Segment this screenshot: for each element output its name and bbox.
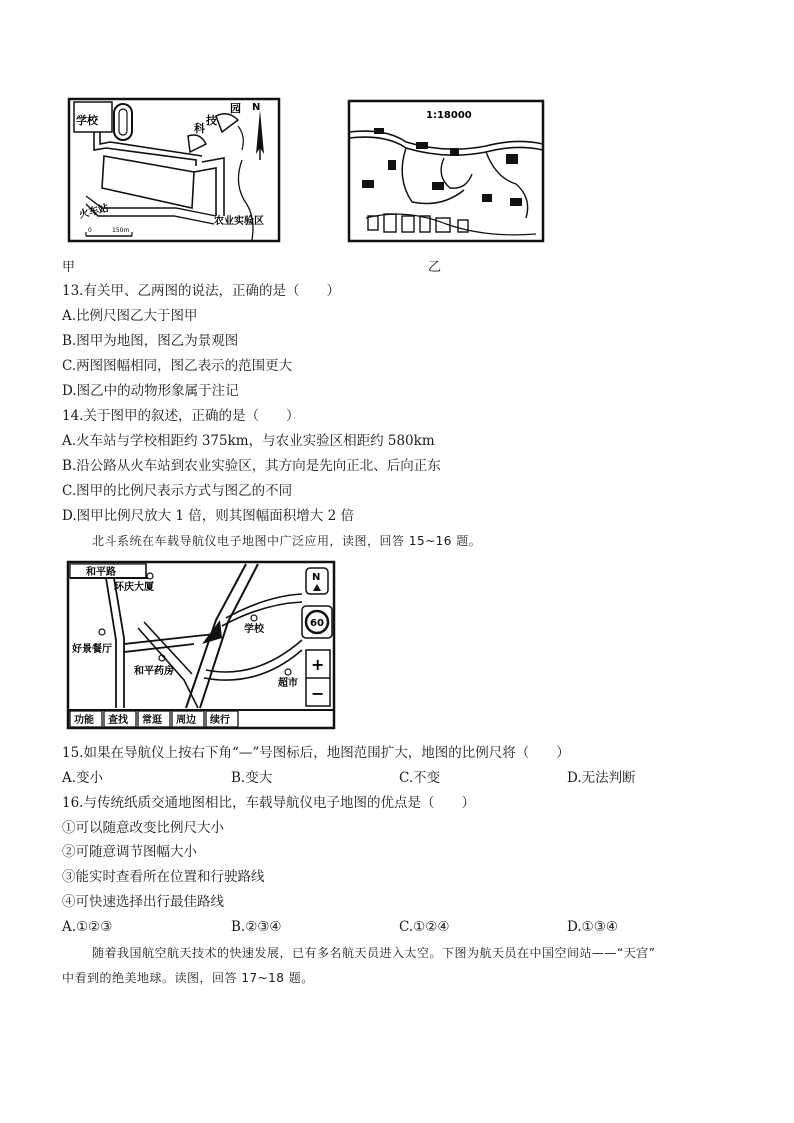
scale-length: 150m [112,227,130,234]
q16-option-b: B.②③④ [231,919,282,935]
q16-statement-4: ④可快速选择出行最佳路线 [62,894,224,910]
q16-stem: 16.与传统纸质交通地图相比，车载导航仪电子地图的优点是（ ） [62,795,475,811]
label-school: 学校 [76,114,98,127]
q13-option-a: A.比例尺图乙大于图甲 [62,308,198,324]
q16-statement-1: ①可以随意改变比例尺大小 [62,820,224,836]
compass-label: N [312,572,321,583]
zoom-out-button[interactable]: − [311,684,325,703]
q14-stem: 14.关于图甲的叙述，正确的是（ ） [62,408,300,424]
figure-yi-map [346,98,546,244]
place-haojing: 好景餐厅 [72,644,112,655]
q14-option-b: B.沿公路从火车站到农业实验区，其方向是先向正北、后向正东 [62,458,441,474]
q14-option-d: D.图甲比例尺放大 1 倍，则其图幅面积增大 2 倍 [62,508,354,524]
figure-navigation-map [66,560,336,730]
figure-jia-caption: 甲 [62,260,76,275]
q15-option-c: C.不变 [399,770,441,786]
q15-stem: 15.如果在导航仪上按右下角“—”号图标后，地图范围扩大，地图的比例尺将（ ） [62,745,570,761]
q16-statement-3: ③能实时查看所在位置和行驶路线 [62,869,265,885]
place-heping-pharmacy: 和平药房 [134,666,174,677]
q13-option-c: C.两图图幅相同，图乙表示的范围更大 [62,358,293,374]
menu-search-button[interactable]: 查找 [108,715,128,726]
q13-stem: 13.有关甲、乙两图的说法，正确的是（ ） [62,283,340,299]
q15-option-a: A.变小 [62,770,104,786]
menu-nearby-button[interactable]: 周边 [176,715,196,726]
intro-15-16: 北斗系统在车载导航仪电子地图中广泛应用，读图，回答 15~16 题。 [92,534,482,548]
label-farm: 农业实验区 [214,216,264,227]
q16-statement-2: ②可随意调节图幅大小 [62,844,197,860]
place-school: 学校 [244,624,264,635]
menu-frequent-button[interactable]: 常逛 [142,715,162,726]
place-huanqing: 环庆大厦 [114,582,154,593]
road-heping: 和平路 [86,567,116,578]
q16-option-a: A.①②③ [62,919,113,935]
q13-option-b: B.图甲为地图，图乙为景观图 [62,333,239,349]
intro-17-18-line2: 中看到的绝美地球。读图，回答 17~18 题。 [62,971,314,985]
menu-function-button[interactable]: 功能 [74,715,94,726]
speed-limit-value: 60 [310,618,324,629]
intro-17-18-line1: 随着我国航空航天技术的快速发展，已有多名航天员进入太空。下图为航天员在中国空间站——“天宫” [92,946,656,960]
label-ke: 科 [194,122,205,135]
zoom-in-button[interactable]: + [311,655,325,674]
q13-option-d: D.图乙中的动物形象属于注记 [62,383,239,399]
q14-option-c: C.图甲的比例尺表示方式与图乙的不同 [62,483,293,499]
menu-continue-button[interactable]: 续行 [210,715,230,726]
q16-option-d: D.①③④ [567,919,618,935]
scale-zero: 0 [88,227,92,234]
label-north: N [252,102,261,113]
q16-option-c: C.①②④ [399,919,450,935]
yi-scale: 1:18000 [426,110,472,121]
label-yuan: 园 [230,102,241,115]
q15-option-b: B.变大 [231,770,273,786]
figure-yi-caption: 乙 [428,260,442,275]
q15-option-d: D.无法判断 [567,770,636,786]
place-supermarket: 超市 [278,678,298,689]
label-train-station: 火车站 [78,202,110,221]
q14-option-a: A.火车站与学校相距约 375km，与农业实验区相距约 580km [62,433,435,449]
figure-jia-map [66,96,282,244]
label-ji: 技 [206,114,217,127]
